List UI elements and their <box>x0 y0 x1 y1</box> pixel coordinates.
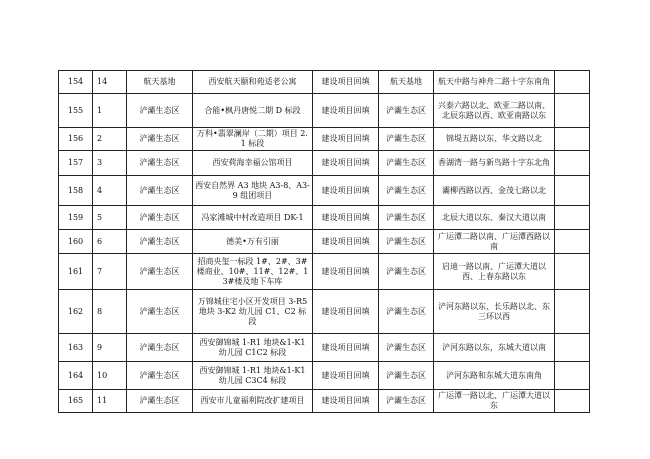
row-number: 162 <box>59 290 93 334</box>
row-number: 164 <box>59 362 93 390</box>
row-location: 锦堤五路以东、华文路以北 <box>434 128 555 151</box>
row-location: 香湖湾一路与新鸟路十字东北角 <box>434 151 555 176</box>
row-remark <box>555 230 590 254</box>
row-type: 建设项目回填 <box>313 290 379 334</box>
row-project: 招商央玺一标段 1#、2#、3#楼商业、10#、11#、12#、13#楼及地下车库 <box>193 254 313 290</box>
row-sequence: 8 <box>93 290 127 334</box>
row-remark <box>555 334 590 362</box>
table-row <box>59 334 590 362</box>
row-region: 浐灞生态区 <box>379 176 434 206</box>
row-location: 灞柳西路以西、金茂七路以北 <box>434 176 555 206</box>
row-type: 建设项目回填 <box>313 94 379 128</box>
row-type: 建设项目回填 <box>313 362 379 390</box>
row-remark <box>555 206 590 230</box>
row-number: 160 <box>59 230 93 254</box>
row-number: 165 <box>59 390 93 413</box>
table-row <box>59 290 590 334</box>
row-location: 北辰大道以东、秦汉大道以南 <box>434 206 555 230</box>
row-area: 浐灞生态区 <box>127 151 193 176</box>
table-body <box>59 71 590 413</box>
row-remark <box>555 254 590 290</box>
row-number: 158 <box>59 176 93 206</box>
row-region: 浐灞生态区 <box>379 334 434 362</box>
row-number: 156 <box>59 128 93 151</box>
row-location: 航天中路与神舟二路十字东南角 <box>434 71 555 94</box>
row-number: 161 <box>59 254 93 290</box>
table-row <box>59 71 590 94</box>
row-region: 浐灞生态区 <box>379 206 434 230</box>
row-area: 浐灞生态区 <box>127 334 193 362</box>
row-region: 浐灞生态区 <box>379 390 434 413</box>
row-location: 广运潭二路以南、广运潭西路以南 <box>434 230 555 254</box>
row-area: 浐灞生态区 <box>127 94 193 128</box>
table-row <box>59 151 590 176</box>
row-location: 浐河东路以东、长乐路以北、东三环以西 <box>434 290 555 334</box>
row-sequence: 5 <box>93 206 127 230</box>
project-table <box>58 70 590 413</box>
table-row <box>59 128 590 151</box>
row-number: 163 <box>59 334 93 362</box>
row-area: 浐灞生态区 <box>127 230 193 254</box>
row-region: 航天基地 <box>379 71 434 94</box>
row-project: 西安御锦城 1-R1 地块&1-K1 幼儿园 C1C2 标段 <box>193 334 313 362</box>
row-project: 冯家滩城中村改造项目 DK-1 <box>193 206 313 230</box>
row-remark <box>555 151 590 176</box>
row-project: 西安自然界 A3 地块 A3-8、A3-9 组团项目 <box>193 176 313 206</box>
row-remark <box>555 128 590 151</box>
table-row <box>59 254 590 290</box>
row-sequence: 10 <box>93 362 127 390</box>
row-type: 建设项目回填 <box>313 71 379 94</box>
row-region: 浐灞生态区 <box>379 128 434 151</box>
row-remark <box>555 176 590 206</box>
row-sequence: 4 <box>93 176 127 206</box>
row-remark <box>555 290 590 334</box>
table-row <box>59 176 590 206</box>
row-area: 浐灞生态区 <box>127 206 193 230</box>
row-sequence: 14 <box>93 71 127 94</box>
row-location: 兴泰六路以北、欧亚二路以南、北辰东路以西、欧亚南路以东 <box>434 94 555 128</box>
row-sequence: 11 <box>93 390 127 413</box>
table-row <box>59 94 590 128</box>
table-row <box>59 230 590 254</box>
row-location: 广运潭一路以北、广运潭大道以东 <box>434 390 555 413</box>
row-project: 西安航天颐和苑适老公寓 <box>193 71 313 94</box>
row-remark <box>555 390 590 413</box>
row-type: 建设项目回填 <box>313 230 379 254</box>
row-area: 浐灞生态区 <box>127 176 193 206</box>
row-type: 建设项目回填 <box>313 128 379 151</box>
row-type: 建设项目回填 <box>313 334 379 362</box>
row-project: 德美•万有引丽 <box>193 230 313 254</box>
table-row <box>59 206 590 230</box>
row-number: 155 <box>59 94 93 128</box>
row-sequence: 6 <box>93 230 127 254</box>
row-area: 浐灞生态区 <box>127 290 193 334</box>
row-type: 建设项目回填 <box>313 390 379 413</box>
row-project: 万锦城住宅小区开发项目 3-R5 地块 3-K2 幼儿园 C1、C2 标段 <box>193 290 313 334</box>
row-project: 合能•枫丹唐悦二期 D 标段 <box>193 94 313 128</box>
row-number: 159 <box>59 206 93 230</box>
row-type: 建设项目回填 <box>313 254 379 290</box>
row-area: 浐灞生态区 <box>127 128 193 151</box>
row-sequence: 3 <box>93 151 127 176</box>
row-region: 浐灞生态区 <box>379 230 434 254</box>
row-remark <box>555 94 590 128</box>
row-region: 浐灞生态区 <box>379 94 434 128</box>
row-region: 浐灞生态区 <box>379 290 434 334</box>
row-type: 建设项目回填 <box>313 206 379 230</box>
row-area: 浐灞生态区 <box>127 390 193 413</box>
row-area: 浐灞生态区 <box>127 254 193 290</box>
row-sequence: 2 <box>93 128 127 151</box>
row-project: 西安御锦城 1-R1 地块&1-K1 幼儿园 C3C4 标段 <box>193 362 313 390</box>
row-region: 浐灞生态区 <box>379 151 434 176</box>
row-location: 浐河东路和东城大道东南角 <box>434 362 555 390</box>
row-location: 启迪一路以南、广运潭大道以西、上春东路以东 <box>434 254 555 290</box>
table-row <box>59 362 590 390</box>
row-area: 浐灞生态区 <box>127 362 193 390</box>
table-row <box>59 390 590 413</box>
row-type: 建设项目回填 <box>313 176 379 206</box>
row-number: 157 <box>59 151 93 176</box>
row-sequence: 9 <box>93 334 127 362</box>
row-remark <box>555 71 590 94</box>
row-sequence: 7 <box>93 254 127 290</box>
row-region: 浐灞生态区 <box>379 362 434 390</box>
row-sequence: 1 <box>93 94 127 128</box>
row-area: 航天基地 <box>127 71 193 94</box>
row-region: 浐灞生态区 <box>379 254 434 290</box>
row-number: 154 <box>59 71 93 94</box>
row-remark <box>555 362 590 390</box>
row-project: 西安市儿童福利院改扩建项目 <box>193 390 313 413</box>
row-type: 建设项目回填 <box>313 151 379 176</box>
row-project: 西安荷海幸福公馆项目 <box>193 151 313 176</box>
row-project: 万科•翡翠澜岸（二期）项目 2.1 标段 <box>193 128 313 151</box>
row-location: 浐河东路以东，东城大道以南 <box>434 334 555 362</box>
